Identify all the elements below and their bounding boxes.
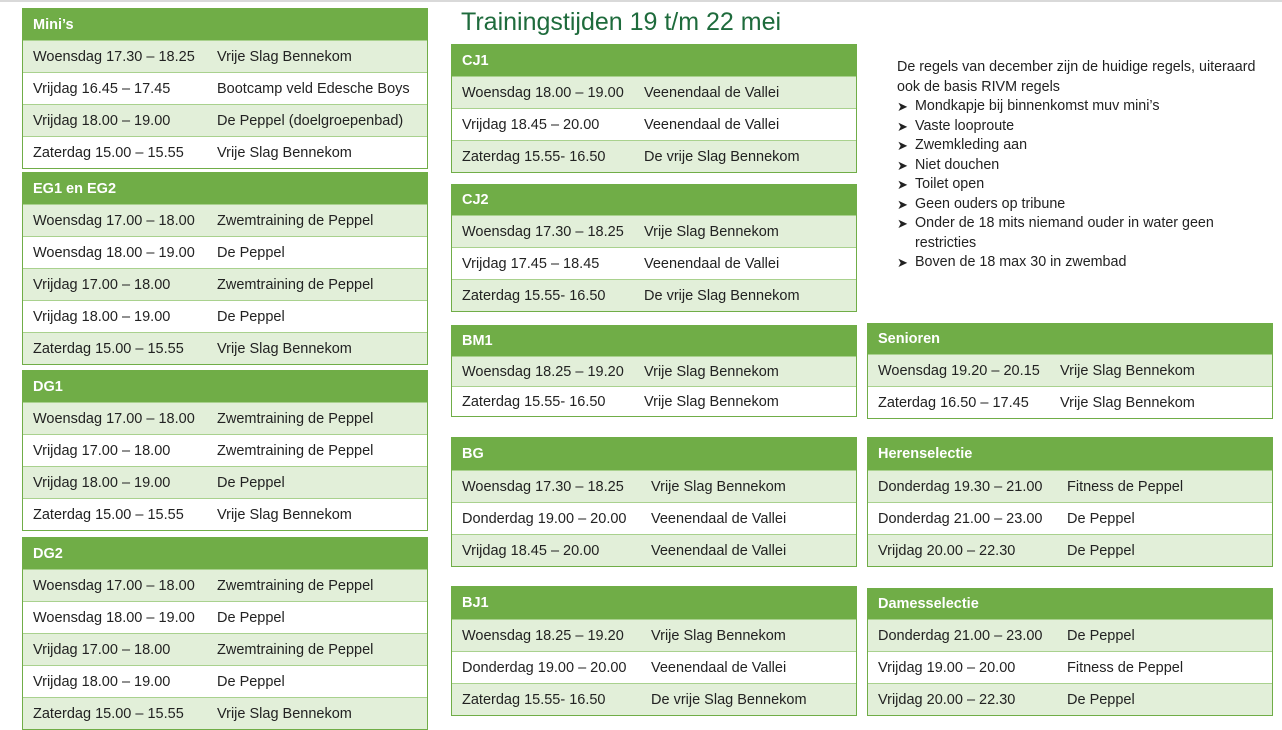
location-cell: Vrije Slag Bennekom [651, 627, 786, 644]
table-header: BG [452, 438, 856, 470]
table-header: BM1 [452, 326, 856, 356]
table-row [23, 697, 427, 729]
schedule-table-cj2 [451, 184, 857, 312]
location-cell: Zwemtraining de Peppel [217, 276, 374, 293]
rule-item: ➤ Boven de 18 max 30 in zwembad [897, 253, 1257, 273]
table-row [23, 498, 427, 530]
table-row [23, 300, 427, 332]
location-cell: De Peppel [217, 244, 285, 261]
time-cell: Vrijdag 20.00 – 22.30 [878, 542, 1016, 559]
time-cell: Vrijdag 20.00 – 22.30 [878, 691, 1016, 708]
rule-item: ➤ Niet douchen [897, 156, 1257, 176]
location-cell: De vrije Slag Bennekom [644, 287, 800, 304]
time-cell: Woensdag 17.30 – 18.25 [462, 223, 624, 240]
time-cell: Vrijdag 18.00 – 19.00 [33, 673, 171, 690]
time-cell: Zaterdag 15.00 – 15.55 [33, 340, 184, 357]
location-cell: Vrije Slag Bennekom [217, 340, 352, 357]
location-cell: Vrije Slag Bennekom [217, 48, 352, 65]
table-row [452, 386, 856, 416]
arrow-bullet-icon: ➤ [897, 177, 908, 192]
table-row [23, 402, 427, 434]
time-cell: Zaterdag 15.55- 16.50 [462, 691, 606, 708]
time-cell: Zaterdag 15.00 – 15.55 [33, 144, 184, 161]
table-row [452, 683, 856, 715]
table-row [452, 619, 856, 651]
time-cell: Vrijdag 18.45 – 20.00 [462, 542, 600, 559]
table-row [23, 136, 427, 168]
time-cell: Vrijdag 17.00 – 18.00 [33, 442, 171, 459]
location-cell: Vrije Slag Bennekom [644, 393, 779, 410]
location-cell: Zwemtraining de Peppel [217, 410, 374, 427]
arrow-bullet-icon: ➤ [897, 157, 908, 173]
table-row [868, 683, 1272, 715]
location-cell: Veenendaal de Vallei [644, 255, 780, 272]
location-cell: Vrije Slag Bennekom [217, 506, 352, 523]
time-cell: Woensdag 18.00 – 19.00 [33, 244, 195, 261]
schedule-table-senioren [867, 323, 1273, 419]
table-row [23, 601, 427, 633]
time-cell: Woensdag 17.00 – 18.00 [33, 577, 195, 594]
table-header: Damesselectie [868, 589, 1272, 619]
location-cell: De Peppel [217, 474, 285, 491]
table-row [23, 104, 427, 136]
table-row [23, 236, 427, 268]
location-cell: De Peppel [1067, 691, 1135, 708]
time-cell: Woensdag 17.00 – 18.00 [33, 212, 195, 229]
schedule-table-cj1 [451, 44, 857, 173]
table-row [23, 332, 427, 364]
table-row [452, 470, 856, 502]
table-row [23, 40, 427, 72]
arrow-bullet-icon: ➤ [897, 118, 908, 134]
table-row [868, 619, 1272, 651]
schedule-table-minis [22, 8, 428, 169]
time-cell: Zaterdag 15.55- 16.50 [462, 148, 606, 165]
table-row [868, 502, 1272, 534]
arrow-bullet-icon: ➤ [897, 216, 908, 231]
table-row [23, 268, 427, 300]
table-row [452, 502, 856, 534]
table-row [452, 356, 856, 386]
time-cell: Woensdag 18.25 – 19.20 [462, 627, 624, 644]
table-row [452, 534, 856, 566]
table-row [23, 72, 427, 104]
table-row [23, 204, 427, 236]
location-cell: De Peppel [217, 308, 285, 325]
schedule-table-dg2 [22, 537, 428, 730]
location-cell: Veenendaal de Vallei [644, 84, 780, 101]
time-cell: Vrijdag 18.45 – 20.00 [462, 116, 600, 133]
time-cell: Woensdag 18.00 – 19.00 [462, 84, 624, 101]
table-row [452, 651, 856, 683]
time-cell: Vrijdag 18.00 – 19.00 [33, 308, 171, 325]
table-row [868, 534, 1272, 566]
time-cell: Donderdag 21.00 – 23.00 [878, 510, 1043, 527]
table-row [23, 569, 427, 601]
schedule-table-heren [867, 437, 1273, 567]
rule-item: ➤ Zwemkleding aan [897, 136, 1257, 156]
arrow-bullet-icon: ➤ [897, 196, 908, 212]
location-cell: Zwemtraining de Peppel [217, 442, 374, 459]
arrow-bullet-icon: ➤ [897, 138, 908, 153]
table-row [452, 140, 856, 172]
arrow-bullet-icon: ➤ [897, 99, 908, 114]
rule-item: ➤ Mondkapje bij binnenkomst muv mini’s [897, 97, 1257, 117]
table-row [452, 76, 856, 108]
table-row [868, 470, 1272, 502]
table-row [452, 279, 856, 311]
time-cell: Vrijdag 17.00 – 18.00 [33, 276, 171, 293]
location-cell: De Peppel [217, 609, 285, 626]
time-cell: Woensdag 17.30 – 18.25 [462, 478, 624, 495]
location-cell: Zwemtraining de Peppel [217, 577, 374, 594]
schedule-table-bg [451, 437, 857, 567]
table-row [23, 434, 427, 466]
time-cell: Donderdag 19.30 – 21.00 [878, 478, 1043, 495]
table-row [452, 247, 856, 279]
time-cell: Donderdag 19.00 – 20.00 [462, 510, 627, 527]
time-cell: Vrijdag 17.00 – 18.00 [33, 641, 171, 658]
location-cell: De vrije Slag Bennekom [651, 691, 807, 708]
location-cell: Vrije Slag Bennekom [1060, 362, 1195, 379]
table-row [452, 215, 856, 247]
table-header: DG2 [23, 538, 427, 569]
location-cell: Fitness de Peppel [1067, 659, 1184, 676]
time-cell: Woensdag 18.25 – 19.20 [462, 363, 624, 380]
location-cell: Zwemtraining de Peppel [217, 641, 374, 658]
top-divider [0, 0, 1282, 2]
location-cell: Vrije Slag Bennekom [217, 144, 352, 161]
location-cell: De Peppel [1067, 510, 1135, 527]
location-cell: Veenendaal de Vallei [651, 659, 787, 676]
rules-intro: De regels van december zijn de huidige regels, uiteraard ook de basis RIVM regels [897, 59, 1256, 95]
location-cell: Vrije Slag Bennekom [644, 223, 779, 240]
page-title: Trainingstijden 19 t/m 22 mei [461, 8, 782, 36]
location-cell: De Peppel [1067, 542, 1135, 559]
rule-item: ➤ Toilet open [897, 175, 1257, 195]
location-cell: Vrije Slag Bennekom [651, 478, 786, 495]
time-cell: Zaterdag 15.55- 16.50 [462, 393, 606, 410]
schedule-table-eg [22, 172, 428, 365]
location-cell: Veenendaal de Vallei [644, 116, 780, 133]
table-row [23, 633, 427, 665]
time-cell: Vrijdag 17.45 – 18.45 [462, 255, 600, 272]
table-header: Herenselectie [868, 438, 1272, 470]
location-cell: Veenendaal de Vallei [651, 542, 787, 559]
time-cell: Donderdag 21.00 – 23.00 [878, 627, 1043, 644]
schedule-table-bm1 [451, 325, 857, 417]
table-header: CJ2 [452, 185, 856, 215]
rule-item: ➤ Onder de 18 mits niemand ouder in water geen restricties [897, 215, 1214, 251]
table-header: DG1 [23, 371, 427, 402]
arrow-bullet-icon: ➤ [897, 255, 908, 270]
time-cell: Zaterdag 16.50 – 17.45 [878, 394, 1029, 411]
time-cell: Woensdag 17.00 – 18.00 [33, 410, 195, 427]
location-cell: De vrije Slag Bennekom [644, 148, 800, 165]
table-row [23, 466, 427, 498]
time-cell: Donderdag 19.00 – 20.00 [462, 659, 627, 676]
rules-list [897, 97, 1257, 273]
table-row [868, 651, 1272, 683]
table-header: Senioren [868, 324, 1272, 354]
schedule-table-dames [867, 588, 1273, 716]
time-cell: Woensdag 17.30 – 18.25 [33, 48, 195, 65]
location-cell: De Peppel [1067, 627, 1135, 644]
location-cell: Vrije Slag Bennekom [644, 363, 779, 380]
location-cell: Vrije Slag Bennekom [217, 705, 352, 722]
location-cell: De Peppel [217, 673, 285, 690]
schedule-table-bj1 [451, 586, 857, 716]
schedule-table-dg1 [22, 370, 428, 531]
table-header: CJ1 [452, 45, 856, 76]
location-cell: Zwemtraining de Peppel [217, 212, 374, 229]
rules-block [897, 58, 1257, 273]
table-row [452, 108, 856, 140]
table-header: BJ1 [452, 587, 856, 619]
table-row [868, 354, 1272, 386]
table-row [868, 386, 1272, 418]
time-cell: Zaterdag 15.55- 16.50 [462, 287, 606, 304]
location-cell: Fitness de Peppel [1067, 478, 1184, 495]
rule-item: ➤ Vaste looproute [897, 117, 1257, 137]
time-cell: Woensdag 19.20 – 20.15 [878, 362, 1040, 379]
time-cell: Zaterdag 15.00 – 15.55 [33, 506, 184, 523]
time-cell: Vrijdag 18.00 – 19.00 [33, 474, 171, 491]
time-cell: Vrijdag 18.00 – 19.00 [33, 112, 171, 129]
rule-item: ➤ Geen ouders op tribune [897, 195, 1257, 215]
table-header: EG1 en EG2 [23, 173, 427, 204]
table-header: Mini’s [23, 9, 427, 40]
table-row [23, 665, 427, 697]
location-cell: Veenendaal de Vallei [651, 510, 787, 527]
location-cell: Vrije Slag Bennekom [1060, 394, 1195, 411]
time-cell: Vrijdag 19.00 – 20.00 [878, 659, 1016, 676]
location-cell: De Peppel (doelgroepenbad) [217, 112, 404, 129]
location-cell: Bootcamp veld Edesche Boys [217, 80, 410, 97]
time-cell: Zaterdag 15.00 – 15.55 [33, 705, 184, 722]
time-cell: Woensdag 18.00 – 19.00 [33, 609, 195, 626]
time-cell: Vrijdag 16.45 – 17.45 [33, 80, 171, 97]
